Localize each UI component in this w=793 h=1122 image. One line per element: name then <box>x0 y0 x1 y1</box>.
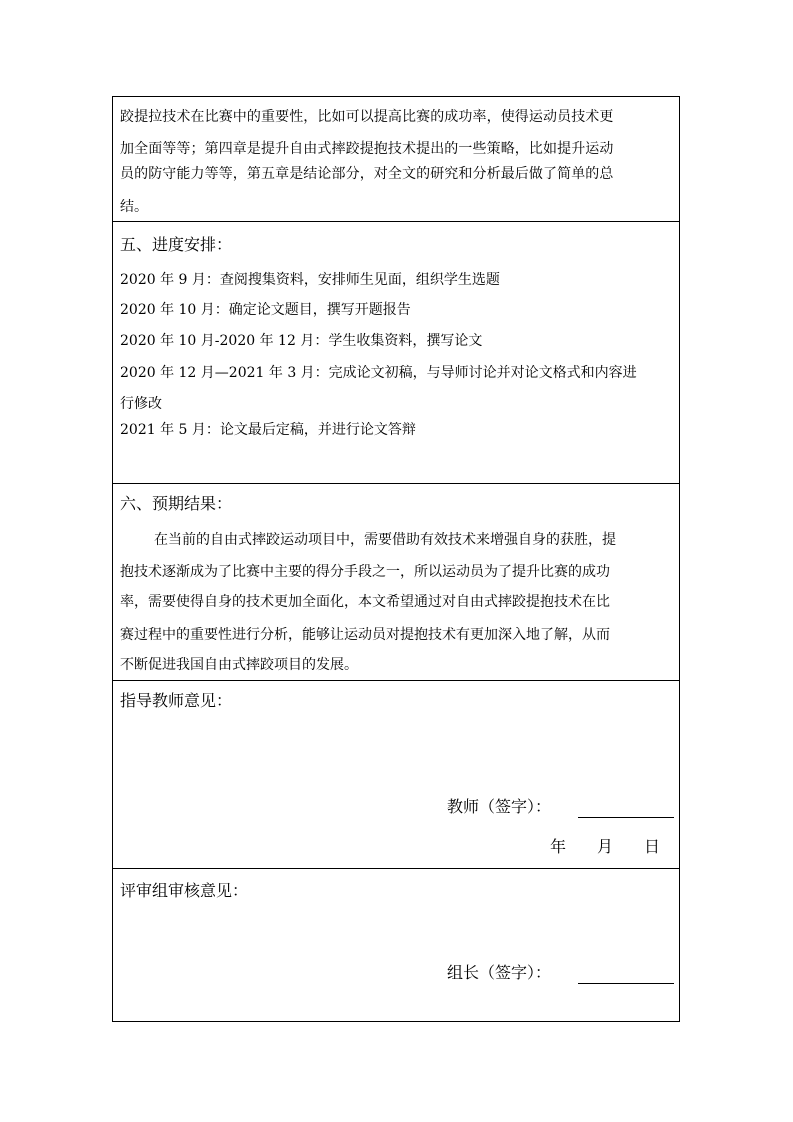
expected-results-heading: 六、预期结果： <box>120 494 233 513</box>
advisor-date-year: 年 <box>550 837 567 856</box>
schedule-item: 2020 年 10 月：确定论文题目，撰写开题报告 <box>120 302 411 318</box>
expected-results-cell <box>113 484 679 681</box>
schedule-item: 2020 年 9 月：查阅搜集资料，安排师生见面，组织学生选题 <box>120 272 500 288</box>
schedule-item: 2020 年 12 月—2021 年 3 月：完成论文初稿，与导师讨论并对论文格式和内容进 <box>120 365 637 381</box>
review-signature-line[interactable] <box>578 983 674 984</box>
expected-results-line: 赛过程中的重要性进行分析，能够让运动员对提抱技术有更加深入地了解，从而 <box>120 627 610 643</box>
advisor-date-month: 月 <box>597 837 614 856</box>
continued-line-2: 加全面等等；第四章是提升自由式摔跤提抱技术提出的一些策略，比如提升运动 <box>120 141 614 157</box>
schedule-item: 2021 年 5 月：论文最后定稿，并进行论文答辩 <box>120 422 416 438</box>
continued-section-cell <box>113 97 679 222</box>
advisor-opinion-heading: 指导教师意见： <box>120 691 233 710</box>
continued-line-4: 结。 <box>120 199 148 215</box>
expected-results-line: 不断促进我国自由式摔跤项目的发展。 <box>120 657 358 673</box>
schedule-heading: 五、进度安排： <box>120 235 233 254</box>
schedule-item: 行修改 <box>120 396 162 412</box>
expected-results-line: 在当前的自由式摔跤运动项目中，需要借助有效技术来增强自身的获胜，提 <box>154 532 616 548</box>
continued-line-3: 员的防守能力等等，第五章是结论部分，对全文的研究和分析最后做了简单的总 <box>120 166 614 182</box>
advisor-signature-line[interactable] <box>578 817 674 818</box>
expected-results-line: 率，需要使得自身的技术更加全面化，本文希望通过对自由式摔跤提抱技术在比 <box>120 594 610 610</box>
schedule-item: 2020 年 10 月-2020 年 12 月：学生收集资料，撰写论文 <box>120 333 483 349</box>
review-opinion-heading: 评审组审核意见： <box>120 881 249 900</box>
proposal-form-table <box>112 96 680 1022</box>
review-opinion-cell <box>113 869 679 1021</box>
review-signature-label: 组长（签字）： <box>447 963 552 982</box>
advisor-opinion-cell <box>113 681 679 869</box>
advisor-date-day: 日 <box>644 837 661 856</box>
schedule-cell <box>113 222 679 484</box>
advisor-signature-label: 教师（签字）： <box>447 797 552 816</box>
continued-line-1: 跤提拉技术在比赛中的重要性，比如可以提高比赛的成功率，使得运动员技术更 <box>120 109 614 125</box>
expected-results-line: 抱技术逐渐成为了比赛中主要的得分手段之一，所以运动员为了提升比赛的成功 <box>120 564 610 580</box>
